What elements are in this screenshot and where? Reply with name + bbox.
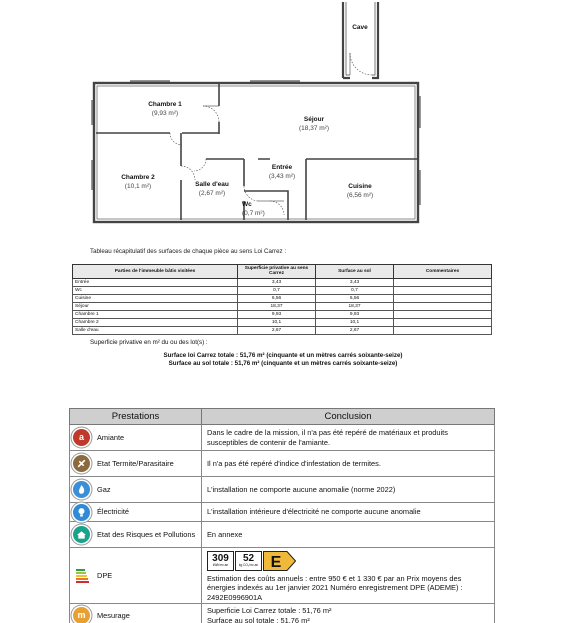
- cell-comment: [394, 278, 492, 286]
- cave-door-arc: [350, 53, 372, 75]
- conclusion-text: En annexe: [202, 522, 495, 548]
- table-row: [73, 310, 492, 318]
- conclusion-row-electricite: [70, 503, 495, 522]
- door-arcs: [170, 106, 284, 215]
- cell-carrez: 10,1: [238, 318, 316, 326]
- room-chambre-1: Chambre 1 (9,93 m²): [148, 101, 182, 117]
- surface-table-intro: Tableau récapitulatif des surfaces de chaque pièce au sens Loi Carrez :: [90, 248, 287, 255]
- table-row: [73, 326, 492, 334]
- dpe-ges-box: [235, 551, 262, 571]
- cell-piece: Chambre 1: [73, 310, 238, 318]
- header-prestations: Prestations: [70, 409, 202, 425]
- room-sejour: Séjour (18,37 m²): [299, 116, 329, 132]
- col-header-carrez: Superficie privative au sens Carrez: [238, 265, 316, 279]
- house-risk-icon: [73, 526, 90, 543]
- conclusions-header: [70, 409, 495, 425]
- conclusion-text: Dans le cadre de la mission, il n'a pas été repéré de matériaux et produits susceptibles de contenir de l'amiante.: [202, 425, 495, 451]
- dpe-class-letter: E: [270, 554, 282, 571]
- conclusion-text: L'installation ne comporte aucune anomalie (norme 2022): [202, 477, 495, 503]
- cell-carrez: 18,37: [238, 302, 316, 310]
- prestation-label: Électricité: [97, 507, 130, 517]
- table-row: [73, 278, 492, 286]
- header-conclusion: Conclusion: [202, 409, 495, 425]
- cell-sol: 10,1: [316, 318, 394, 326]
- conclusion-text: Estimation des coûts annuels : entre 950 € et 1 330 € par an Prix moyens des énergies indexés au 1er janvier 2021 Numéro enregistrement DPE (ADEME) : 2492E0996901A: [207, 574, 463, 602]
- dpe-energy-value: 309: [212, 553, 229, 565]
- superficie-note: Superficie privative en m² du ou des lot(s) :: [90, 339, 208, 346]
- conclusion-row-risques: [70, 522, 495, 548]
- table-row: [73, 318, 492, 326]
- cell-piece: Wc: [73, 286, 238, 294]
- cave-inner-walls: [346, 2, 375, 75]
- mesurage-sol: Surface au sol totale : 51,76 m²: [207, 615, 310, 623]
- asbestos-icon: a: [73, 429, 90, 446]
- total-sol: Surface au sol totale : 51,76 m² (cinquante et un mètres carrés soixante-seize): [168, 360, 398, 367]
- floor-plan: [0, 0, 566, 232]
- prestation-label: Gaz: [97, 484, 111, 494]
- cell-comment: [394, 318, 492, 326]
- total-carrez: Surface loi Carrez totale : 51,76 m² (cinquante et un mètres carrés soixante-seize): [163, 352, 403, 359]
- col-header-sol: Surface au sol: [316, 265, 394, 279]
- dpe-ges-unit: kg CO₂/m².an: [238, 563, 259, 568]
- prestation-label: Etat Termite/Parasitaire: [97, 458, 174, 468]
- cell-comment: [394, 302, 492, 310]
- cell-sol: 3,43: [316, 278, 394, 286]
- cell-piece: Cuisine: [73, 294, 238, 302]
- energy-label-icon: [73, 567, 90, 584]
- cell-sol: 18,37: [316, 302, 394, 310]
- measure-icon: m: [73, 607, 90, 623]
- conclusions-table: [69, 408, 495, 623]
- table-row: [73, 302, 492, 310]
- dpe-energy-unit: kWh/m².an: [212, 563, 229, 568]
- table-row: [73, 294, 492, 302]
- room-salle-d-eau: Salle d'eau (2,67 m²): [195, 181, 229, 197]
- col-header-commentaires: Commentaires: [394, 265, 492, 279]
- termite-icon: [73, 455, 90, 472]
- cave-walls: [343, 2, 378, 78]
- cell-piece: Chambre 2: [73, 318, 238, 326]
- cell-piece: Salle d'eau: [73, 326, 238, 334]
- col-header-parties: Parties de l'immeuble bâtis visitées: [73, 265, 238, 279]
- cell-comment: [394, 294, 492, 302]
- cell-carrez: 2,67: [238, 326, 316, 334]
- cell-carrez: 3,43: [238, 278, 316, 286]
- surface-table-header: [73, 265, 492, 279]
- cell-comment: [394, 310, 492, 318]
- conclusion-row-gaz: [70, 477, 495, 503]
- cell-comment: [394, 286, 492, 294]
- dpe-ges-value: 52: [242, 553, 255, 565]
- room-entree: Entrée (3,43 m²): [268, 164, 296, 180]
- room-cave: Cave: [352, 24, 368, 31]
- conclusion-row-mesurage: [70, 604, 495, 623]
- dpe-badge: [207, 551, 489, 571]
- cell-piece: Séjour: [73, 302, 238, 310]
- prestation-label: Mesurage: [97, 611, 130, 621]
- conclusion-row-dpe: [70, 548, 495, 604]
- room-chambre-2: Chambre 2 (10,1 m²): [121, 174, 155, 190]
- mesurage-carrez: Superficie Loi Carrez totale : 51,76 m²: [207, 606, 332, 616]
- cell-comment: [394, 326, 492, 334]
- cell-sol: 9,93: [316, 310, 394, 318]
- prestation-label: Amiante: [97, 432, 125, 442]
- room-cuisine: Cuisine (6,56 m²): [346, 183, 374, 199]
- prestation-label: Etat des Risques et Pollutions: [97, 529, 196, 539]
- cell-carrez: 6,56: [238, 294, 316, 302]
- cell-sol: 0,7: [316, 286, 394, 294]
- flame-icon: [73, 481, 90, 498]
- cell-carrez: 0,7: [238, 286, 316, 294]
- room-wc: Wc (0,7 m²): [242, 201, 265, 217]
- lightbulb-icon: [73, 504, 90, 521]
- floor-plan-drawing: [0, 0, 566, 232]
- dpe-class-arrow: [263, 551, 296, 571]
- surface-table: [72, 264, 492, 335]
- cell-piece: Entrée: [73, 278, 238, 286]
- table-row: [73, 286, 492, 294]
- prestation-label: DPE: [97, 570, 113, 580]
- cell-sol: 2,67: [316, 326, 394, 334]
- conclusion-row-amiante: [70, 425, 495, 451]
- cell-carrez: 9,93: [238, 310, 316, 318]
- dpe-energy-box: [207, 551, 234, 571]
- conclusion-row-termites: [70, 451, 495, 477]
- cell-sol: 6,56: [316, 294, 394, 302]
- conclusion-text: Il n'a pas été repéré d'indice d'infestation de termites.: [202, 451, 495, 477]
- conclusion-text: L'installation intérieure d'électricité ne comporte aucune anomalie: [202, 503, 495, 522]
